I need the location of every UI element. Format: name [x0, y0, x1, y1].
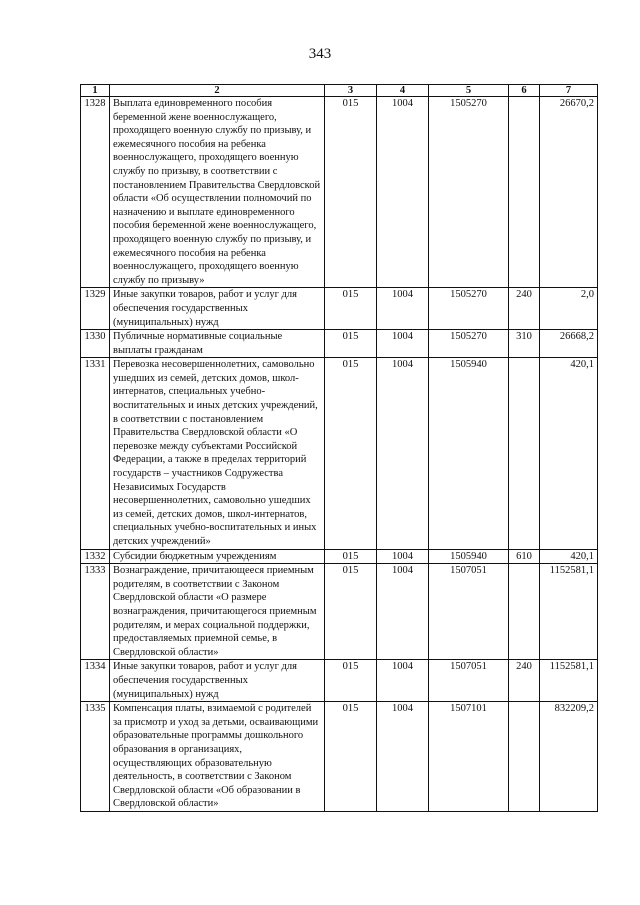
- row-col3: 015: [325, 97, 377, 288]
- row-amount: 1152581,1: [540, 660, 598, 702]
- row-col5: 1507101: [429, 702, 509, 812]
- column-header: 4: [377, 85, 429, 97]
- row-col3: 015: [325, 549, 377, 564]
- table-row: [81, 660, 598, 702]
- column-header: 5: [429, 85, 509, 97]
- row-name: Компенсация платы, взимаемой с родителей за присмотр и уход за детьми, осваивающими образовательные программы дошкольного образования в организациях, осуществляющих образовательную деятельность, в соответствии с Законом Свердловской области «Об образовании в Свердловской области»: [110, 702, 325, 812]
- column-header: 2: [110, 85, 325, 97]
- column-header: 1: [81, 85, 110, 97]
- page-number: 343: [308, 46, 332, 62]
- row-col4: 1004: [377, 358, 429, 549]
- row-col5: 1505940: [429, 358, 509, 549]
- row-number: 1329: [81, 288, 110, 330]
- row-col6: 310: [509, 330, 540, 358]
- table-row: [81, 97, 598, 288]
- row-col4: 1004: [377, 660, 429, 702]
- column-header: 7: [540, 85, 598, 97]
- row-col3: 015: [325, 564, 377, 660]
- row-number: 1328: [81, 97, 110, 288]
- row-col6: [509, 358, 540, 549]
- row-col5: 1505940: [429, 549, 509, 564]
- row-name: Перевозка несовершеннолетних, самовольно ушедших из семей, детских домов, школ-интернатов, специальных учебно-воспитательных и иных детских учреждений, в соответствии с постановлением Правительства Свердловской области «О перевозке между субъектами Российской Федерации, а также в пределах территорий государств – участников Содружества Независимых Государств несовершеннолетних, самовольно ушедших из семей, детских домов, школ-интернатов, специальных учебно-воспитательных и иных детских учреждений»: [110, 358, 325, 549]
- row-col6: [509, 702, 540, 812]
- row-amount: 26668,2: [540, 330, 598, 358]
- row-amount: 832209,2: [540, 702, 598, 812]
- row-number: 1334: [81, 660, 110, 702]
- row-col6: 610: [509, 549, 540, 564]
- column-header: 6: [509, 85, 540, 97]
- row-col6: [509, 97, 540, 288]
- row-col3: 015: [325, 358, 377, 549]
- row-col5: 1505270: [429, 97, 509, 288]
- row-col3: 015: [325, 288, 377, 330]
- row-col4: 1004: [377, 330, 429, 358]
- row-number: 1333: [81, 564, 110, 660]
- table-header-row: [81, 85, 598, 97]
- row-number: 1335: [81, 702, 110, 812]
- row-col6: [509, 564, 540, 660]
- row-col5: 1507051: [429, 660, 509, 702]
- budget-table: [80, 84, 598, 812]
- row-col6: 240: [509, 660, 540, 702]
- row-name: Публичные нормативные социальные выплаты гражданам: [110, 330, 325, 358]
- row-col4: 1004: [377, 288, 429, 330]
- row-name: Субсидии бюджетным учреждениям: [110, 549, 325, 564]
- table-row: [81, 358, 598, 549]
- row-col5: 1505270: [429, 288, 509, 330]
- row-col5: 1507051: [429, 564, 509, 660]
- table-row: [81, 702, 598, 812]
- table-row: [81, 564, 598, 660]
- row-col4: 1004: [377, 702, 429, 812]
- row-col4: 1004: [377, 97, 429, 288]
- table-row: [81, 288, 598, 330]
- row-col5: 1505270: [429, 330, 509, 358]
- row-name: Вознаграждение, причитающееся приемным родителям, в соответствии с Законом Свердловской области «О размере вознаграждения, причитающегося приемным родителям, и мерах социальной поддержки, предоставляемых приемной семье, в Свердловской области»: [110, 564, 325, 660]
- row-number: 1332: [81, 549, 110, 564]
- row-col3: 015: [325, 702, 377, 812]
- row-name: Иные закупки товаров, работ и услуг для обеспечения государственных (муниципальных) нужд: [110, 288, 325, 330]
- row-col6: 240: [509, 288, 540, 330]
- column-header: 3: [325, 85, 377, 97]
- table-row: [81, 549, 598, 564]
- row-col4: 1004: [377, 549, 429, 564]
- row-col3: 015: [325, 330, 377, 358]
- row-col3: 015: [325, 660, 377, 702]
- row-amount: 2,0: [540, 288, 598, 330]
- row-amount: 420,1: [540, 358, 598, 549]
- table-row: [81, 330, 598, 358]
- row-name: Иные закупки товаров, работ и услуг для обеспечения государственных (муниципальных) нужд: [110, 660, 325, 702]
- row-amount: 1152581,1: [540, 564, 598, 660]
- row-number: 1330: [81, 330, 110, 358]
- row-amount: 420,1: [540, 549, 598, 564]
- row-name: Выплата единовременного пособия беременной жене военнослужащего, проходящего военную службу по призыву, и ежемесячного пособия на ребенка военнослужащего, проходящего военную службу по призыву, в соответствии с постановлением Правительства Свердловской области «Об осуществлении полномочий по назначению и выплате единовременного пособия беременной жене военнослужащего, проходящего военную службу по призыву, и ежемесячного пособия на ребенка военнослужащего, проходящего военную службу по призыву»: [110, 97, 325, 288]
- row-number: 1331: [81, 358, 110, 549]
- row-amount: 26670,2: [540, 97, 598, 288]
- row-col4: 1004: [377, 564, 429, 660]
